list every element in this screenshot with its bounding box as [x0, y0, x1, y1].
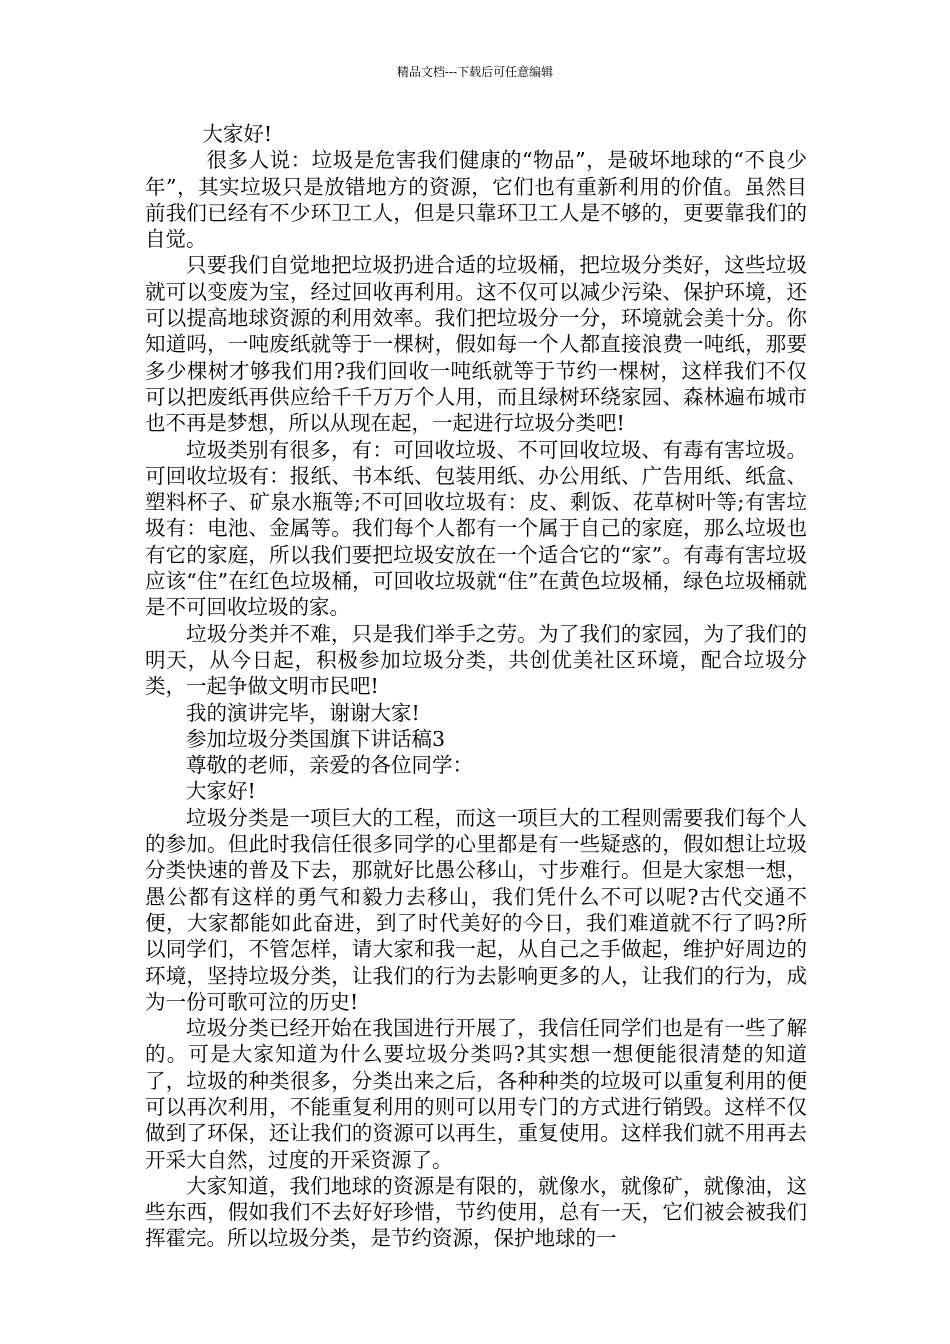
page-header: 精品文档---下载后可任意编辑 — [396, 65, 554, 79]
body-paragraph: 只要我们自觉地把垃圾扔进合适的垃圾桶，把垃圾分类好，这些垃圾就可以变废为宝，经过回收再利用。这不仅可以减少污染、保护环境，还可以提高地球资源的利用效率。我们把垃圾分一分，环境就会美十分。你知道吗，一吨废纸就等于一棵树，假如每一个人都直接浪费一吨纸，那要多少棵树才够我们用?我们回收一吨纸就等于节约一棵树，这样我们不仅可以把废纸再供应给千千万万个人用，而且绿树环绕家园、森林遍布城市也不再是梦想，所以从现在起，一起进行垃圾分类吧! — [145, 253, 807, 436]
body-paragraph: 垃圾分类是一项巨大的工程，而这一项巨大的工程则需要我们每个人的参加。但此时我信任很多同学的心里都是有一些疑惑的，假如想让垃圾分类快速的普及下去，那就好比愚公移山，寸步难行。但是大家想一想，愚公都有这样的勇气和毅力去移山，我们凭什么不可以呢?古代交通不便，大家都能如此奋进，到了时代美好的今日，我们难道就不行了吗?所以同学们，不管怎样，请大家和我一起，从自己之手做起，维护好周边的环境，坚持垃圾分类，让我们的行为去影响更多的人，让我们的行为，成为一份可歌可泣的历史! — [145, 805, 807, 1014]
greeting-paragraph: 大家好! — [186, 779, 256, 804]
body-paragraph: 垃圾分类已经开始在我国进行开展了，我信任同学们也是有一些了解的。可是大家知道为什么要垃圾分类吗?其实想一想便能很清楚的知道了，垃圾的种类很多，分类出来之后，各种种类的垃圾可以重复利用的便可以再次利用，不能重复利用的则可以用专门的方式进行销毁。这样不仅做到了环保，还让我们的资源可以再生，重复使用。这样我们就不用再去开采大自然，过度的开采资源了。 — [145, 1016, 807, 1172]
body-paragraph: 很多人说：垃圾是危害我们健康的“物品”，是破坏地球的“不良少年”，其实垃圾只是放错地方的资源，它们也有重新利用的价值。虽然目前我们已经有不少环卫工人，但是只靠环卫工人是不够的，更要靠我们的自觉。 — [145, 148, 807, 252]
body-paragraph: 垃圾分类并不难，只是我们举手之劳。为了我们的家园，为了我们的明天，从今日起，积极参加垃圾分类，共创优美社区环境，配合垃圾分类，一起争做文明市民吧! — [145, 621, 807, 699]
document-body — [145, 121, 807, 1252]
section-title: 参加垃圾分类国旗下讲话稿3 — [186, 726, 446, 751]
salutation: 尊敬的老师，亲爱的各位同学： — [186, 753, 473, 778]
closing-line: 我的演讲完毕，谢谢大家! — [186, 700, 420, 725]
greeting-paragraph: 大家好! — [202, 122, 273, 146]
body-paragraph: 大家知道，我们地球的资源是有限的，就像水，就像矿，就像油，这些东西，假如我们不去好好珍惜，节约使用，总有一天，它们被会被我们挥霍完。所以垃圾分类，是节约资源，保护地球的一 — [145, 1173, 807, 1251]
body-paragraph: 垃圾类别有很多，有：可回收垃圾、不可回收垃圾、有毒有害垃圾。可回收垃圾有：报纸、书本纸、包装用纸、办公用纸、广告用纸、纸盒、塑料杯子、矿泉水瓶等;不可回收垃圾有：皮、剩饭、花草树叶等;有害垃圾有：电池、金属等。我们每个人都有一个属于自己的家庭，那么垃圾也有它的家庭，所以我们要把垃圾安放在一个适合它的“家”。有毒有害垃圾应该“住”在红色垃圾桶，可回收垃圾就“住”在黄色垃圾桶，绿色垃圾桶就是不可回收垃圾的家。 — [145, 437, 807, 620]
